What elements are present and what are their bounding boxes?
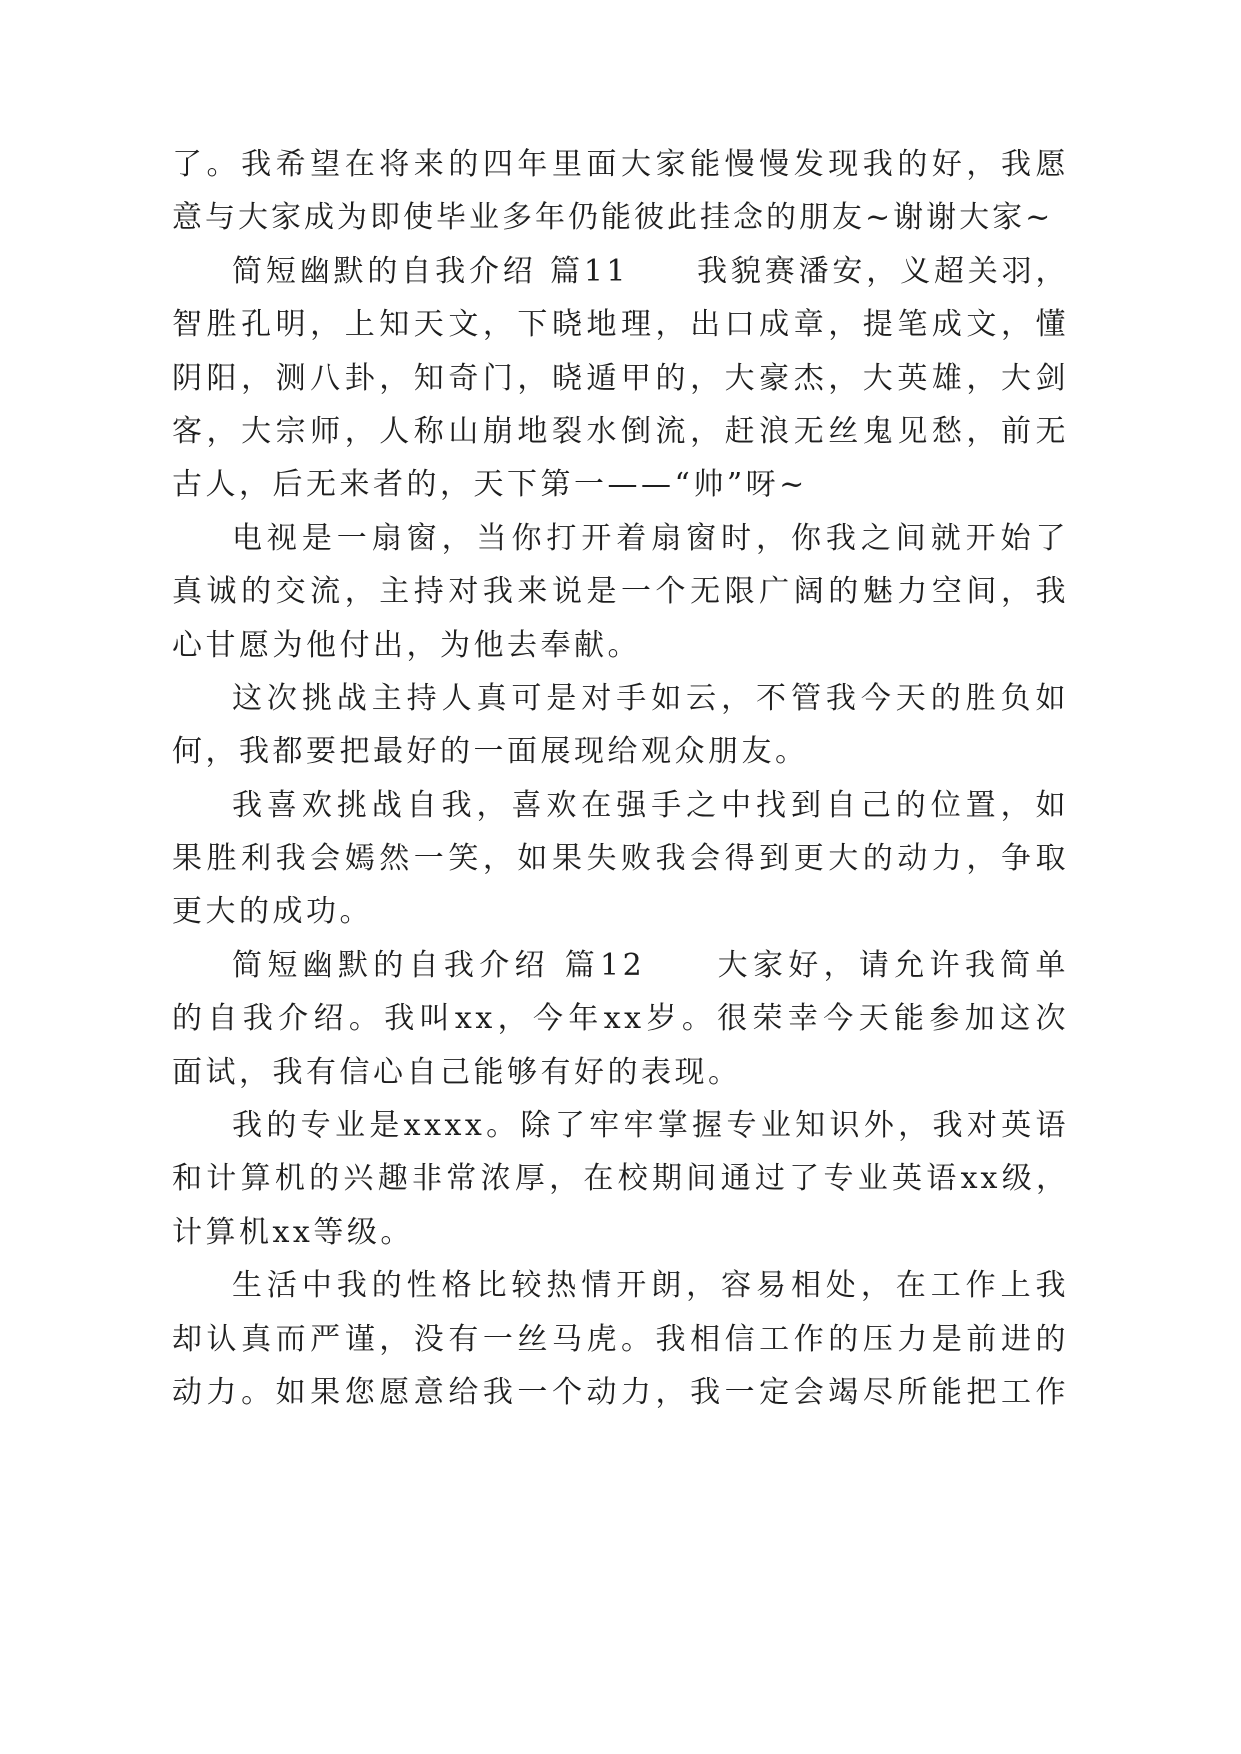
text-line: 和计算机的兴趣非常浓厚，在校期间通过了专业英语xx级， bbox=[172, 1161, 1069, 1197]
paragraph bbox=[172, 672, 1069, 779]
paragraph bbox=[172, 1259, 1069, 1419]
paragraph-section-11 bbox=[172, 245, 1069, 512]
text-line: 动力。如果您愿意给我一个动力，我一定会竭尽所能把工作 bbox=[172, 1374, 1069, 1410]
text-line: 更大的成功。 bbox=[172, 894, 373, 930]
text-line: 生活中我的性格比较热情开朗，容易相处，在工作上我 bbox=[232, 1268, 1069, 1304]
text-line: 我的专业是xxxx。除了牢牢掌握专业知识外，我对英语 bbox=[232, 1108, 1069, 1144]
text-line: 何，我都要把最好的一面展现给观众朋友。 bbox=[172, 734, 809, 770]
text-line: 我喜欢挑战自我，喜欢在强手之中找到自己的位置，如 bbox=[232, 787, 1069, 823]
text-line: 计算机xx等级。 bbox=[172, 1214, 414, 1250]
body-text bbox=[172, 138, 1069, 1419]
text-line: 智胜孔明，上知天文，下晓地理，出口成章，提笔成文，懂 bbox=[172, 307, 1069, 343]
text-line: 阴阳，测八卦，知奇门，晓遁甲的，大豪杰，大英雄，大剑 bbox=[172, 360, 1069, 396]
paragraph-section-12 bbox=[172, 939, 1069, 1099]
paragraph bbox=[172, 779, 1069, 939]
paragraph bbox=[172, 512, 1069, 672]
text-line: 这次挑战主持人真可是对手如云，不管我今天的胜负如 bbox=[232, 680, 1069, 716]
text-line: 的自我介绍。我叫xx，今年xx岁。很荣幸今天能参加这次 bbox=[172, 1001, 1069, 1037]
text-line: 却认真而严谨，没有一丝马虎。我相信工作的压力是前进的 bbox=[172, 1321, 1069, 1357]
text-line: 意与大家成为即使毕业多年仍能彼此挂念的朋友~谢谢大家~ bbox=[172, 200, 1054, 236]
section-heading-line: 简短幽默的自我介绍 篇11 我貌赛潘安，义超关羽， bbox=[232, 253, 1069, 289]
text-line: 古人，后无来者的，天下第一——“帅”呀~ bbox=[172, 467, 808, 503]
text-line: 电视是一扇窗，当你打开着扇窗时，你我之间就开始了 bbox=[232, 520, 1069, 556]
paragraph-continued bbox=[172, 138, 1069, 245]
text-line: 了。我希望在将来的四年里面大家能慢慢发现我的好，我愿 bbox=[172, 147, 1069, 182]
text-line: 客，大宗师，人称山崩地裂水倒流，赶浪无丝鬼见愁，前无 bbox=[172, 413, 1069, 449]
text-line: 心甘愿为他付出，为他去奉献。 bbox=[172, 627, 641, 663]
text-line: 真诚的交流，主持对我来说是一个无限广阔的魅力空间，我 bbox=[172, 574, 1069, 610]
text-line: 果胜利我会嫣然一笑，如果失败我会得到更大的动力，争取 bbox=[172, 841, 1069, 877]
paragraph bbox=[172, 1099, 1069, 1259]
text-line: 面试，我有信心自己能够有好的表现。 bbox=[172, 1054, 742, 1090]
section-heading-line: 简短幽默的自我介绍 篇12 大家好，请允许我简单 bbox=[232, 947, 1069, 983]
